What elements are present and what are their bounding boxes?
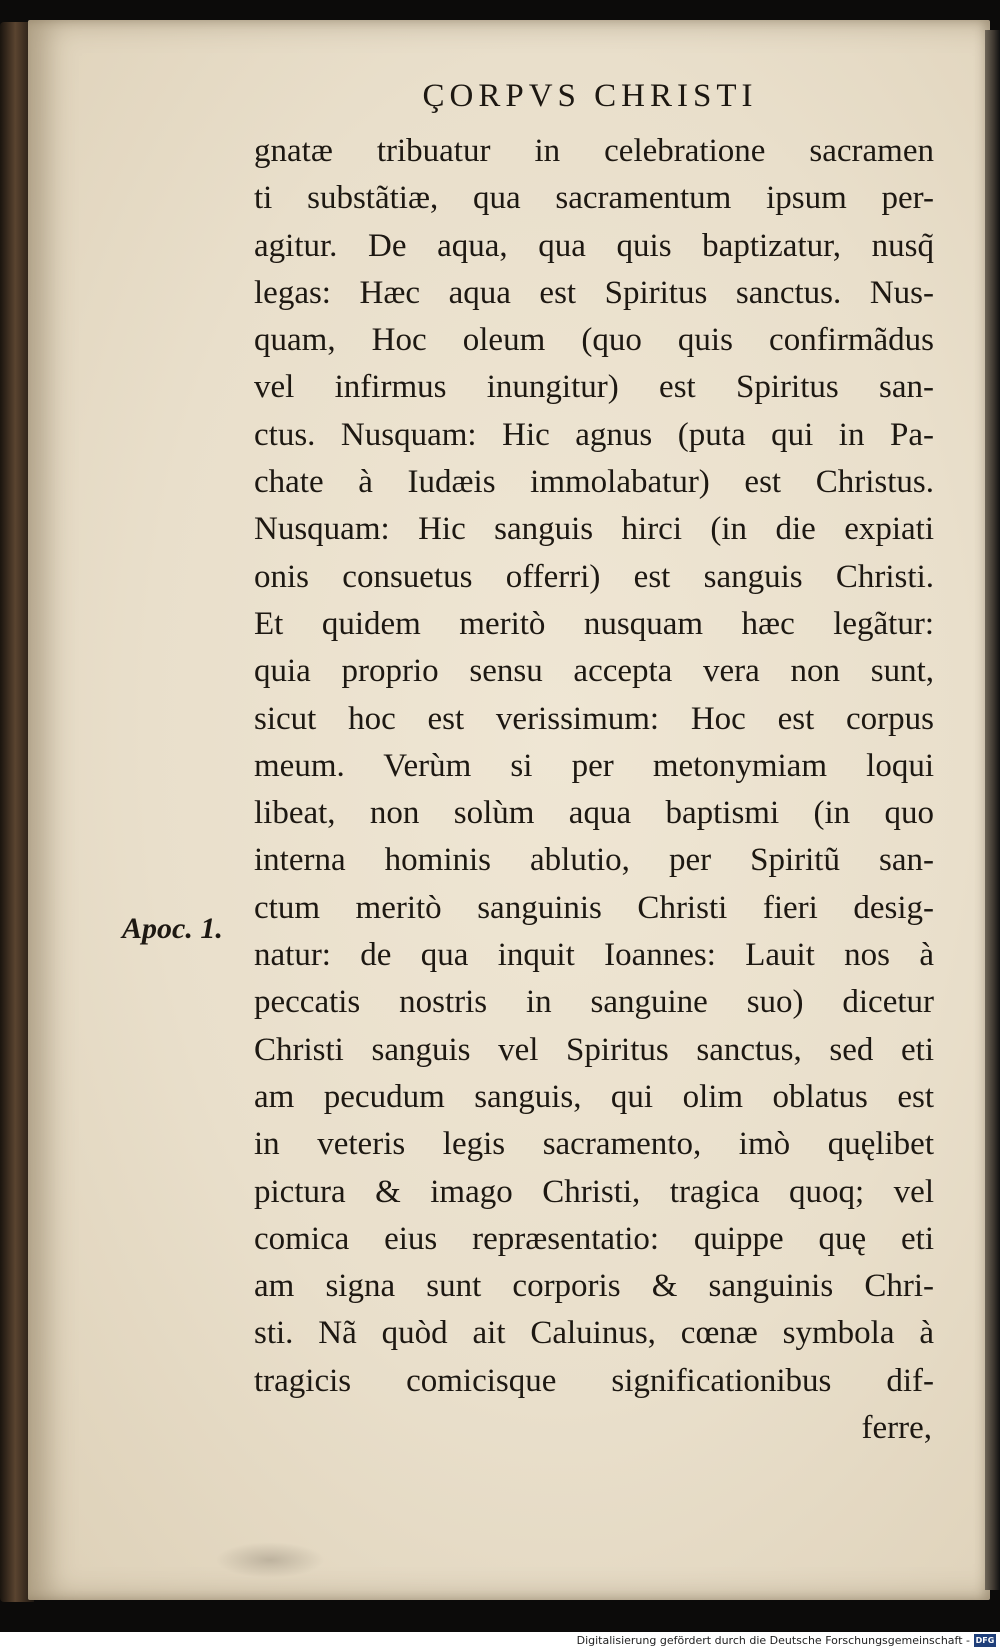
text-line: pictura & imago Christi, tragica quoq; vel — [254, 1173, 934, 1210]
text-line: meum. Verùm si per metonymiam loqui — [254, 747, 934, 784]
text-line: vel infirmus inungitur) est Spiritus san- — [254, 369, 934, 406]
text-line: am pecudum sanguis, qui olim oblatus est — [254, 1078, 934, 1115]
running-head: ÇORPVS CHRISTI — [422, 78, 758, 114]
page-fore-edge — [985, 30, 1000, 1590]
text-line: legas: Hæc aqua est Spiritus sanctus. Nus- — [254, 274, 934, 311]
text-line: Et quidem meritò nusquam hæc legãtur: — [254, 605, 934, 642]
text-line: quia proprio sensu accepta vera non sunt, — [254, 653, 934, 690]
text-line: comica eius repræsentatio: quippe quę eti — [254, 1220, 934, 1257]
text-line: ctum meritò sanguinis Christi fieri desig- — [254, 889, 934, 926]
text-line: agitur. De aqua, qua quis baptizatur, nusq̃ — [254, 227, 934, 264]
text-line: chate à Iudæis immolabatur) est Christus. — [254, 464, 934, 501]
text-line: tragicis comicisque significationibus dif- — [254, 1362, 934, 1399]
margin-reference-note: Apoc. 1. — [122, 912, 223, 945]
text-line: Nusquam: Hic sanguis hirci (in die expiati — [254, 511, 934, 548]
text-line: Christi sanguis vel Spiritus sanctus, sed eti — [254, 1031, 934, 1068]
digitization-credit: Digitalisierung gefördert durch die Deutsche Forschungsgemeinschaft - — [576, 1634, 970, 1647]
text-line: interna hominis ablutio, per Spiritũ san- — [254, 842, 934, 879]
text-line: natur: de qua inquit Ioannes: Lauit nos à — [254, 937, 934, 974]
text-line: libeat, non solùm aqua baptismi (in quo — [254, 795, 934, 832]
text-line: sicut hoc est verissimum: Hoc est corpus — [254, 700, 934, 737]
text-line: in veteris legis sacramento, imò quęlibet — [254, 1126, 934, 1163]
text-line: am signa sunt corporis & sanguinis Chri- — [254, 1268, 934, 1305]
text-line: ctus. Nusquam: Hic agnus (puta qui in Pa- — [254, 416, 934, 453]
text-line: quam, Hoc oleum (quo quis confirmãdus — [254, 322, 934, 359]
body-text — [254, 128, 934, 1452]
dfg-logo: DFG — [975, 1636, 995, 1645]
text-line: peccatis nostris in sanguine suo) dicetur — [254, 984, 934, 1021]
text-line: sti. Nã quòd ait Caluinus, cœnæ symbola à — [254, 1315, 934, 1352]
text-line: ti substãtiæ, qua sacramentum ipsum per- — [254, 180, 934, 217]
catchword: ferre, — [861, 1410, 932, 1447]
text-line: onis consuetus offerri) est sanguis Christi. — [254, 558, 934, 595]
text-line: gnatæ tribuatur in celebratione sacramen — [254, 133, 934, 169]
paper-stain — [215, 1542, 325, 1578]
